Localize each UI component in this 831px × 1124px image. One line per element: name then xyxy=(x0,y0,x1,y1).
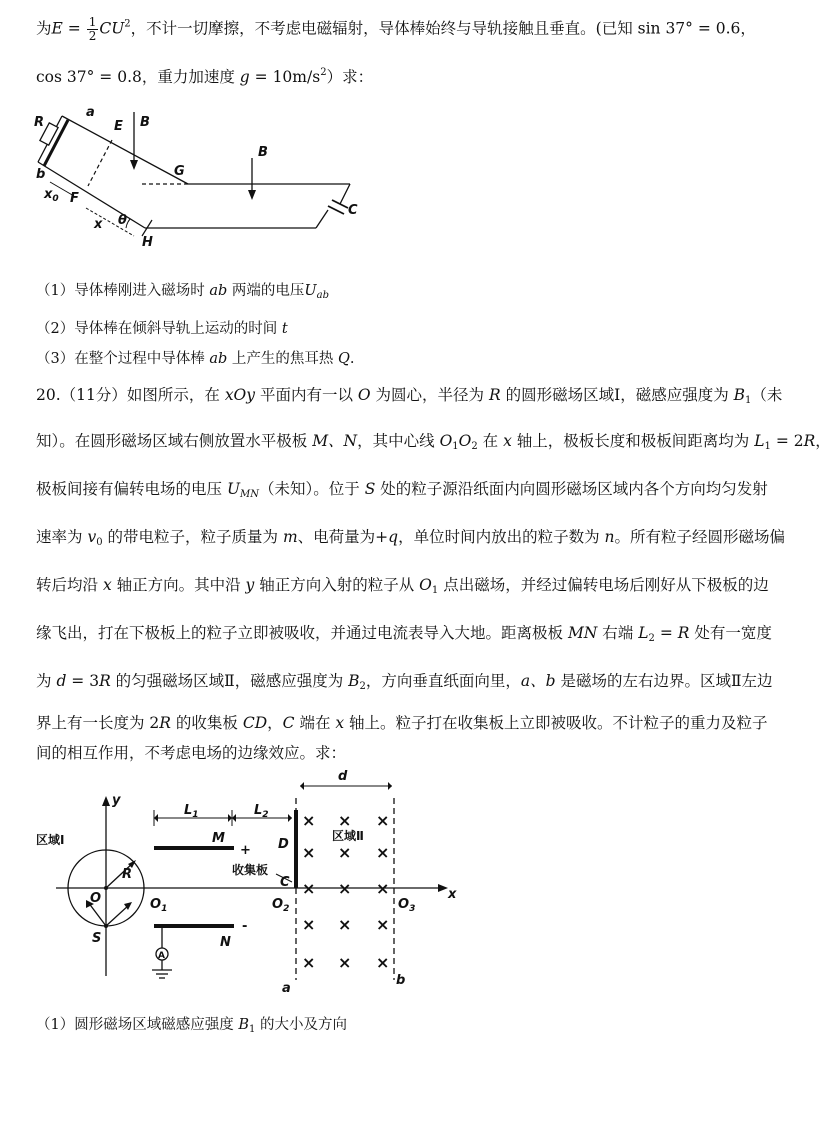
cross-mark: × xyxy=(376,915,390,934)
formula-var: x xyxy=(102,576,112,594)
formula-var: ab xyxy=(209,351,228,367)
formula-var: d xyxy=(56,672,67,690)
cross-mark: × xyxy=(302,879,316,898)
capacitor-plate-1 xyxy=(332,200,348,208)
fraction-denominator: 2 xyxy=(88,29,97,43)
text-run: 缘飞出，打在下极板上的粒子立即被吸收，并通过电流表导入大地。距离极板 xyxy=(36,624,568,642)
label-F: F xyxy=(70,191,79,206)
q20-line-2 xyxy=(36,434,831,452)
label-L1-main: L xyxy=(184,803,193,818)
text-run: 轴上。粒子打在收集板上立即被吸收。不计粒子的重力及粒子 xyxy=(344,714,768,732)
text-run: 速率为 xyxy=(36,528,88,546)
q19-part-1 xyxy=(36,284,329,301)
text-run: 轴上，极板长度和极板间距离均为 xyxy=(511,432,755,450)
q20-part-1 xyxy=(36,1018,347,1035)
subscript: 2 xyxy=(648,633,655,644)
q20-line-6 xyxy=(36,626,772,644)
formula-var: O xyxy=(439,432,453,450)
text-run: ，不计一切摩擦，不考虑电磁辐射，导体棒始终与导轨接触且垂直。(已知 sin 37° = 0.6， xyxy=(130,19,756,38)
text-run: ，方向垂直纸面向里， xyxy=(365,672,521,690)
formula-var: L xyxy=(638,624,649,642)
label-x0 xyxy=(43,187,59,204)
label-O2-sub: 2 xyxy=(283,904,290,914)
label-O: O xyxy=(90,891,102,906)
subscript: 1 xyxy=(249,1024,256,1035)
text-run: 为圆心，半径为 xyxy=(370,386,489,404)
d-arrowhead-left xyxy=(300,782,304,790)
label-region-1: 区域Ⅰ xyxy=(36,833,65,847)
cross-mark: × xyxy=(338,879,352,898)
label-L1 xyxy=(184,803,199,820)
formula-var: B xyxy=(733,386,746,404)
text-run: 间的相互作用，不考虑电场的边缘效应。求： xyxy=(36,744,347,762)
cross-mark: × xyxy=(376,843,390,862)
formula-eq: = xyxy=(62,19,86,38)
cross-mark: × xyxy=(302,953,316,972)
label-a: a xyxy=(282,981,291,996)
formula-var: t xyxy=(281,321,288,337)
text-run: 为 xyxy=(36,672,57,690)
text-run: 平面内有一以 xyxy=(255,386,358,404)
text-run: 轴正方向。其中沿 xyxy=(111,576,246,594)
formula-var: MN xyxy=(567,624,598,642)
label-a: a xyxy=(86,105,95,120)
figure-inclined-rails xyxy=(30,100,390,250)
formula-var: CD xyxy=(242,714,268,732)
q20-line-9 xyxy=(36,746,346,762)
subscript: 2 xyxy=(471,441,478,452)
formula-var: x xyxy=(503,432,512,450)
text-run: ，单位时间内放出的粒子数为 xyxy=(398,528,605,546)
label-O3-main: O xyxy=(398,897,410,912)
q20-line-4 xyxy=(36,530,785,548)
formula-var: E xyxy=(51,19,63,38)
formula-var: n xyxy=(604,528,615,546)
subscript: 0 xyxy=(96,537,103,548)
cross-mark: × xyxy=(376,953,390,972)
label-O2-main: O xyxy=(272,897,284,912)
label-O2 xyxy=(272,897,289,914)
formula-var: M、N xyxy=(312,432,358,450)
label-L2 xyxy=(254,803,269,820)
formula-var: xOy xyxy=(224,386,256,404)
q20-line-7 xyxy=(36,674,773,692)
text-run: = 10m/s xyxy=(249,68,321,86)
subscript: 1 xyxy=(764,441,771,452)
formula-var: R xyxy=(677,624,690,642)
text-run: 在 xyxy=(477,432,504,450)
text-line-2 xyxy=(36,68,373,86)
text-run: ）求： xyxy=(326,68,374,86)
text-run: 右端 xyxy=(597,624,639,642)
text-run: 为 xyxy=(36,19,52,38)
label-x: x xyxy=(448,887,457,902)
label-x: x xyxy=(94,217,103,232)
L1-arrowhead-left xyxy=(154,814,158,822)
subscript: 1 xyxy=(745,395,752,406)
formula-var: x xyxy=(335,714,345,732)
formula-var: Q xyxy=(338,351,350,367)
text-run: ，其中心线 xyxy=(357,432,440,450)
text-line-1 xyxy=(36,16,756,43)
L2-arrowhead-left xyxy=(232,814,236,822)
label-minus: - xyxy=(242,919,248,934)
text-run: 端在 xyxy=(294,714,336,732)
boundary-EF xyxy=(88,140,112,186)
y-axis-arrowhead xyxy=(102,796,110,806)
text-run: （2）导体棒在倾斜导轨上运动的时间 xyxy=(36,321,282,337)
text-run: 轴正方向入射的粒子从 xyxy=(254,576,420,594)
formula-var: m xyxy=(282,528,298,546)
L1-arrowhead-right xyxy=(228,814,232,822)
x-axis-arrowhead xyxy=(438,884,448,892)
formula-var: C xyxy=(282,714,295,732)
text-run: = 2 xyxy=(770,432,804,450)
label-E: E xyxy=(114,119,123,134)
text-run: 的大小及方向 xyxy=(255,1017,347,1033)
text-run: 知）。在圆形磁场区域右侧放置水平极板 xyxy=(36,432,313,450)
label-D: D xyxy=(278,837,289,852)
label-L2-main: L xyxy=(254,803,263,818)
formula-var: B xyxy=(238,1017,249,1033)
text-run: 点出磁场，并经过偏转电场后刚好从下极板的边 xyxy=(438,576,769,594)
cross-mark: × xyxy=(302,843,316,862)
label-O1-main: O xyxy=(150,897,162,912)
text-run: （未知）。位于 xyxy=(259,480,365,498)
label-C: C xyxy=(280,875,290,890)
upper-incline-rail xyxy=(62,116,188,184)
text-run: 、电荷量为+ xyxy=(297,528,389,546)
origin-dot xyxy=(104,886,108,890)
formula-var: O xyxy=(419,576,432,594)
text-run: . xyxy=(349,351,355,367)
label-y: y xyxy=(112,793,121,808)
cross-mark: × xyxy=(338,843,352,862)
text-run: 处的粒子源沿纸面内向圆形磁场区域内各个方向均匀发射 xyxy=(375,480,768,498)
collector-plate-CD xyxy=(294,810,298,888)
fraction-numerator: 1 xyxy=(88,15,97,29)
text-run: = 3 xyxy=(66,672,100,690)
label-L2-sub: 2 xyxy=(262,810,269,820)
formula-var: v xyxy=(87,528,97,546)
label-B-1: B xyxy=(140,115,150,130)
q20-line-8 xyxy=(36,716,768,732)
formula-var: O xyxy=(357,386,371,404)
text-run: 的收集板 xyxy=(170,714,243,732)
label-d: d xyxy=(338,769,348,784)
q19-part-3 xyxy=(36,352,355,367)
formula-var: L xyxy=(754,432,765,450)
subscript: 1 xyxy=(452,441,459,452)
label-M: M xyxy=(212,831,225,846)
text-run: 极板间接有偏转电场的电压 xyxy=(36,480,227,498)
label-S: S xyxy=(92,931,102,946)
label-O1 xyxy=(150,897,167,914)
formula-var: U xyxy=(226,480,241,498)
formula-var: a、b xyxy=(520,672,556,690)
text-run: 两端的电压 xyxy=(227,283,305,299)
formula-var: ab xyxy=(209,283,228,299)
text-run: 是磁场的左右边界。区域Ⅱ左边 xyxy=(555,672,773,690)
cross-mark: × xyxy=(338,811,352,830)
plate-M xyxy=(154,846,234,850)
text-run: ， xyxy=(815,432,831,450)
formula-var: S xyxy=(364,480,376,498)
formula-var: R xyxy=(99,672,111,690)
q20-line-1 xyxy=(36,388,782,406)
label-b: b xyxy=(36,167,46,182)
label-plus: + xyxy=(240,843,251,858)
b-field-arrowhead-2 xyxy=(248,190,256,200)
label-O3-sub: 3 xyxy=(409,904,416,914)
text-run: （3）在整个过程中导体棒 xyxy=(36,351,210,367)
label-H: H xyxy=(142,235,153,250)
cross-mark: × xyxy=(376,879,390,898)
cross-mark: × xyxy=(302,811,316,830)
figure-magnetic-regions xyxy=(36,770,476,1000)
formula-var: g xyxy=(239,68,250,86)
label-B-2: B xyxy=(258,145,268,160)
text-run: （未 xyxy=(751,386,783,404)
label-O1-sub: 1 xyxy=(161,904,168,914)
subscript: ab xyxy=(316,290,329,301)
subscript: MN xyxy=(240,489,260,500)
label-C: C xyxy=(348,203,358,218)
plate-N xyxy=(154,924,234,928)
text-run: 。所有粒子经圆形磁场偏 xyxy=(614,528,786,546)
label-collector: 收集板 xyxy=(232,863,269,877)
cross-mark: × xyxy=(338,953,352,972)
text-run: 上产生的焦耳热 xyxy=(227,351,338,367)
formula-var: R xyxy=(159,714,171,732)
text-run: 的圆形磁场区域Ⅰ，磁感应强度为 xyxy=(500,386,734,404)
text-run: 的匀强磁场区域Ⅱ，磁感应强度为 xyxy=(110,672,349,690)
label-x0-main: x xyxy=(44,187,53,202)
label-x0-sub: 0 xyxy=(52,194,59,204)
fraction xyxy=(87,16,99,43)
formula-var: R xyxy=(803,432,816,450)
cross-mark: × xyxy=(302,915,316,934)
L2-arrowhead-right xyxy=(288,814,292,822)
d-arrowhead-right xyxy=(388,782,392,790)
superscript: 2 xyxy=(124,18,131,30)
source-S-dot xyxy=(104,924,108,928)
q20-line-5 xyxy=(36,578,769,596)
formula-var: U xyxy=(304,283,317,299)
formula-var: y xyxy=(245,576,255,594)
formula-var: B xyxy=(348,672,360,690)
text-run: 处有一宽度 xyxy=(689,624,772,642)
text-run: cos 37° = 0.8，重力加速度 xyxy=(36,68,240,86)
text-run: 20.（11分）如图所示，在 xyxy=(36,386,225,404)
text-run: 界上有一长度为 2 xyxy=(36,714,160,732)
label-G: G xyxy=(174,164,185,179)
subscript: 2 xyxy=(359,681,366,692)
formula-var: O xyxy=(458,432,472,450)
subscript: 1 xyxy=(431,585,439,596)
capacitor-wire-top xyxy=(340,184,350,204)
label-R: R xyxy=(122,867,133,882)
text-run: （1）圆形磁场区域磁感应强度 xyxy=(36,1017,239,1033)
text-run: 的带电粒子，粒子质量为 xyxy=(102,528,283,546)
label-b: b xyxy=(396,973,406,988)
formula-var: R xyxy=(488,386,501,404)
label-L1-sub: 1 xyxy=(192,810,199,820)
text-run: = xyxy=(654,624,678,642)
q20-line-3 xyxy=(36,482,768,500)
text-run: ， xyxy=(267,714,283,732)
label-R: R xyxy=(34,115,45,130)
b-field-arrowhead-1 xyxy=(130,160,138,170)
capacitor-wire-bottom xyxy=(316,210,328,228)
text-run: （1）导体棒刚进入磁场时 xyxy=(36,283,210,299)
q19-part-2 xyxy=(36,322,288,337)
cross-mark: × xyxy=(338,915,352,934)
label-theta: θ xyxy=(118,213,127,228)
superscript: 2 xyxy=(320,67,327,78)
capacitor-plate-2 xyxy=(328,206,344,214)
label-N: N xyxy=(220,935,231,950)
formula-var: q xyxy=(388,528,399,546)
label-O3 xyxy=(398,897,415,914)
ammeter-label: A xyxy=(158,951,165,961)
text-run: 转后均沿 xyxy=(36,576,103,594)
label-region-2: 区域Ⅱ xyxy=(332,829,364,843)
cross-mark: × xyxy=(376,811,390,830)
formula-var: CU xyxy=(99,19,125,38)
